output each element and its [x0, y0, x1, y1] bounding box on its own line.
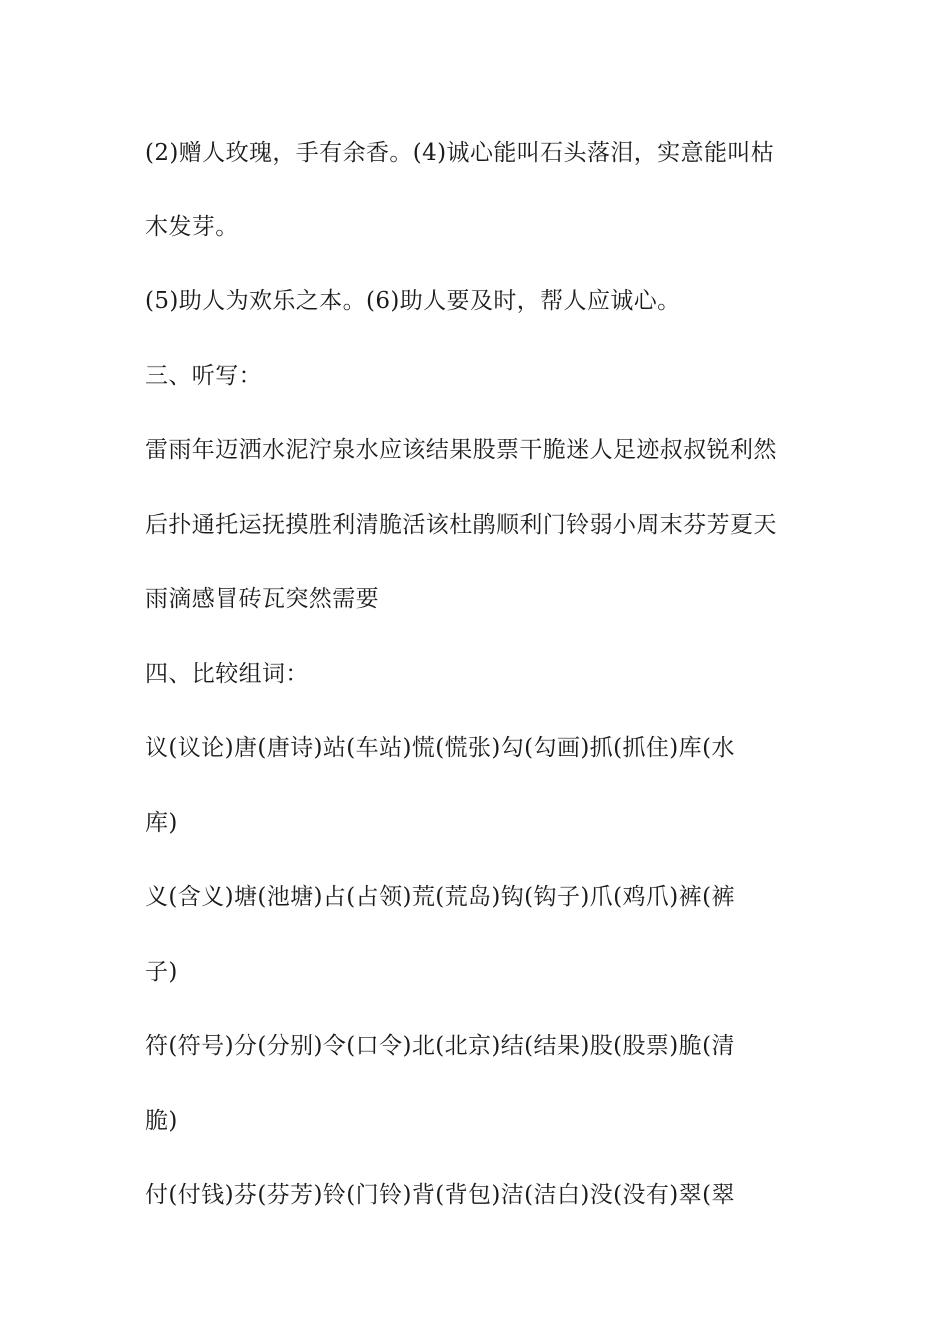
text-line-proverbs-2: (5)助人为欢乐之本。(6)助人要及时，帮人应诚心。 [145, 288, 681, 314]
text-line-proverbs-1-cont: 木发芽。 [145, 214, 239, 240]
text-line-compare-4: 付(付钱)芬(芬芳)铃(门铃)背(背包)洁(洁白)没(没有)翠(翠 [145, 1182, 735, 1208]
text-line-compare-1: 议(议论)唐(唐诗)站(车站)慌(慌张)勾(勾画)抓(抓住)库(水 [145, 735, 735, 761]
section-heading-compare-words: 四、比较组词： [145, 661, 309, 687]
section-heading-dictation: 三、听写： [145, 363, 262, 389]
text-line-dictation-3: 雨滴感冒砖瓦突然需要 [145, 586, 379, 612]
text-line-dictation-1: 雷雨年迈洒水泥泞泉水应该结果股票干脆迷人足迹叔叔锐利然 [145, 437, 777, 463]
text-line-compare-2: 义(含义)塘(池塘)占(占领)荒(荒岛)钩(钩子)爪(鸡爪)裤(裤 [145, 884, 735, 910]
text-line-compare-3-cont: 脆) [145, 1108, 178, 1134]
text-line-compare-1-cont: 库) [145, 810, 178, 836]
text-line-dictation-2: 后扑通托运抚摸胜利清脆活该杜鹃顺利门铃弱小周末芬芳夏天 [145, 512, 777, 538]
text-line-proverbs-1: (2)赠人玫瑰，手有余香。(4)诚心能叫石头落泪，实意能叫枯 [145, 140, 775, 166]
text-line-compare-3: 符(符号)分(分别)令(口令)北(北京)结(结果)股(股票)脆(清 [145, 1033, 735, 1059]
text-line-compare-2-cont: 子) [145, 959, 178, 985]
